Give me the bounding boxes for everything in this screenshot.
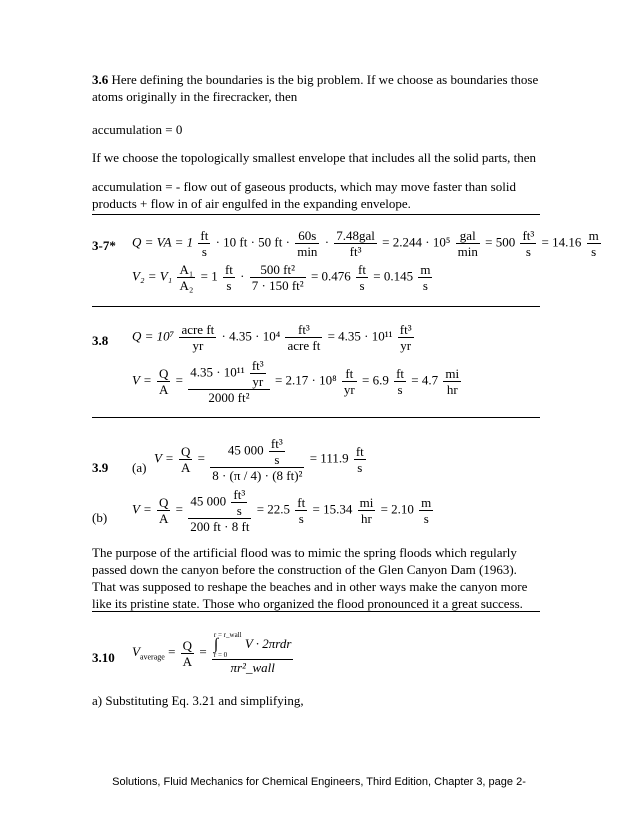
frac-den: s	[423, 511, 429, 526]
frac-num: ft	[358, 262, 366, 277]
eq-text: = 14.16	[541, 234, 582, 250]
frac-den: 8 · (π / 4) · (8 ft)²	[212, 468, 303, 483]
eq-text: =	[168, 643, 176, 659]
frac-den: hr	[446, 382, 458, 397]
accumulation-zero: accumulation = 0	[92, 122, 183, 137]
part-a-label: (a)	[132, 460, 147, 475]
eq-text: =	[175, 501, 183, 517]
eq-text: V	[132, 643, 140, 659]
page-footer: Solutions, Fluid Mechanics for Chemical Engineers, Third Edition, Chapter 3, page 2-	[112, 776, 526, 788]
frac-num: acre ft	[181, 322, 215, 337]
eq-text: Q = 10⁷	[132, 328, 175, 344]
frac-num: ft³	[522, 228, 535, 243]
accumulation-flow: accumulation = - flow out of gaseous products, which may move faster than solid products + flow in of air engulfed in the expanding envelope.	[92, 179, 516, 211]
frac-num: Q	[158, 366, 169, 381]
frac-den: A	[182, 653, 193, 669]
frac-den: s	[525, 244, 531, 259]
eq-text: = 4.35 · 10¹¹	[327, 328, 393, 344]
frac-num: 60s	[295, 228, 319, 244]
equation-3-7-line2	[132, 262, 434, 293]
divider	[92, 214, 540, 215]
eq-text: =	[199, 643, 207, 659]
frac-den: s	[397, 382, 403, 397]
frac-num: ft³	[251, 358, 264, 373]
frac-num: 7.48gal	[336, 228, 375, 243]
eq-text: = 2.17 · 10⁸	[274, 372, 337, 388]
frac-den: A	[180, 460, 191, 475]
frac-num: ft	[342, 366, 357, 382]
paragraph-text: Here defining the boundaries is the big problem. If we choose as boundaries those atoms originally in the firecracker, then	[92, 72, 539, 104]
frac-den: yr	[252, 374, 264, 389]
eq-text: = 2.10	[380, 501, 414, 517]
flood-paragraph: The purpose of the artificial flood was to mimic the spring floods which regularly passed down the canyon before the construction of the Glen Canyon Dam (1963). That was supposed to reshape the beaches and in other ways make the canyon more like its pristine state. Those who organized the flood pronounced it a great success.	[92, 545, 528, 611]
frac-num: m	[421, 495, 432, 510]
equation-3-10	[132, 631, 295, 675]
eq-text: V =	[132, 501, 152, 517]
problem-label: 3.9	[92, 460, 109, 475]
compound-numerator	[188, 487, 251, 519]
frac-den: yr	[343, 382, 355, 397]
frac-den: min	[297, 244, 318, 259]
frac-den: s	[274, 452, 280, 467]
frac-den: yr	[192, 338, 204, 353]
frac-num: A₁	[179, 262, 194, 277]
eq-text: 45 000	[190, 493, 227, 509]
frac-den: 200 ft · 8 ft	[190, 519, 250, 534]
frac-num: Q	[182, 637, 193, 653]
equation-3-9b	[132, 487, 435, 534]
frac-den: 7 · 150 ft²	[251, 278, 304, 293]
eq-text: ·	[240, 268, 245, 284]
divider	[92, 611, 540, 612]
frac-den: A	[158, 511, 169, 526]
frac-den: ft³	[349, 244, 362, 259]
eq-text: = 0.476	[310, 268, 351, 284]
integral-upper-limit: r = r_wall	[213, 631, 242, 639]
eq-text: = 4.7	[411, 372, 439, 388]
frac-num: ft	[355, 444, 364, 459]
compound-numerator	[188, 358, 269, 390]
frac-num: ft	[224, 262, 233, 277]
eq-text: V =	[154, 450, 174, 466]
frac-num: ft³	[270, 436, 283, 451]
problem-3-6-intro	[92, 71, 542, 105]
frac-den: yr	[400, 338, 412, 353]
frac-den: A₂	[179, 278, 194, 293]
eq-text: 4.35 · 10¹¹	[190, 364, 245, 380]
frac-num: 500 ft²	[250, 262, 306, 278]
equation-3-8-line1	[132, 322, 416, 353]
problem-label: 3.10	[92, 650, 115, 665]
part-b-label: (b)	[92, 510, 108, 525]
eq-text: V · 2πrdr	[244, 635, 292, 651]
frac-num: ft³	[285, 322, 322, 338]
eq-text: = 0.145	[373, 268, 414, 284]
frac-den: min	[457, 244, 478, 259]
frac-den: 2000 ft²	[208, 390, 250, 405]
eq-subscript: average	[139, 652, 165, 662]
eq-text: · 4.35 · 10⁴	[221, 328, 281, 344]
eq-text: = 1	[200, 268, 218, 284]
frac-num: ft³	[233, 487, 246, 502]
compound-numerator	[210, 436, 304, 468]
frac-num: mi	[359, 495, 374, 510]
frac-num: ft	[396, 366, 405, 381]
frac-num: gal	[456, 228, 480, 244]
substitution-line: a) Substituting Eq. 3.21 and simplifying,	[92, 693, 304, 708]
integral-lower-limit: r = 0	[213, 651, 228, 659]
frac-den: acre ft	[287, 338, 321, 353]
integral-sign-icon: ∫	[213, 636, 219, 653]
topology-paragraph: If we choose the topologically smallest envelope that includes all the solid parts, then	[92, 150, 537, 165]
frac-den: s	[236, 503, 242, 518]
frac-den: hr	[361, 511, 372, 526]
problem-label: 3.8	[92, 333, 109, 348]
divider	[92, 417, 540, 418]
frac-num: m	[420, 262, 431, 277]
divider	[92, 306, 540, 307]
problem-label: 3-7*	[92, 238, 116, 253]
equation-3-9a	[154, 436, 368, 483]
frac-den: s	[226, 278, 232, 293]
equation-3-7-line1: Q = VA = 1 $\frac{ft}{s}$ · 10 ft · 50 ft · $\frac{60s}{\min}$ · $\frac{\text{7.48gal}}{\text{ft³}}$ = 2.244 · 10⁵ $\frac{\text{gal}}{\min}$ = 500 $\frac{\text{ft³}}{s}$ = 14.16 $\frac{m}{s}$	[132, 228, 599, 259]
eq-text: = 22.5	[256, 501, 291, 517]
frac-den: s	[298, 511, 304, 526]
frac-den: s	[201, 244, 207, 259]
integral-numerator	[212, 631, 294, 660]
eq-text: = 6.9	[361, 372, 389, 388]
eq-text: = 111.9	[309, 450, 349, 466]
frac-num: m	[588, 228, 599, 243]
frac-den: s	[422, 278, 428, 293]
problem-label: 3.6	[92, 72, 109, 87]
eq-text: V =	[132, 372, 152, 388]
frac-den: s	[591, 244, 597, 259]
equation-3-8-line2	[132, 358, 463, 405]
frac-den: s	[359, 278, 365, 293]
frac-num: ft³	[399, 322, 412, 337]
frac-den: A	[158, 382, 169, 397]
frac-num: Q	[180, 444, 191, 459]
eq-text: = 15.34	[312, 501, 353, 517]
eq-text: · 10 ft · 50 ft ·	[215, 234, 290, 250]
frac-den: πr²_wall	[230, 660, 275, 675]
frac-num: Q	[158, 495, 169, 510]
eq-text: =	[197, 450, 205, 466]
eq-text: 45 000	[227, 442, 264, 458]
eq-text: V₂ = V₁	[132, 268, 173, 284]
eq-text: Q = VA = 1	[132, 234, 194, 250]
eq-text: = 500	[485, 234, 516, 250]
frac-num: ft	[200, 228, 209, 243]
eq-text: = 2.244 · 10⁵	[382, 234, 451, 250]
frac-num: ft	[297, 495, 306, 510]
eq-text: =	[175, 372, 183, 388]
frac-num: mi	[445, 366, 460, 381]
frac-den: s	[357, 460, 363, 475]
